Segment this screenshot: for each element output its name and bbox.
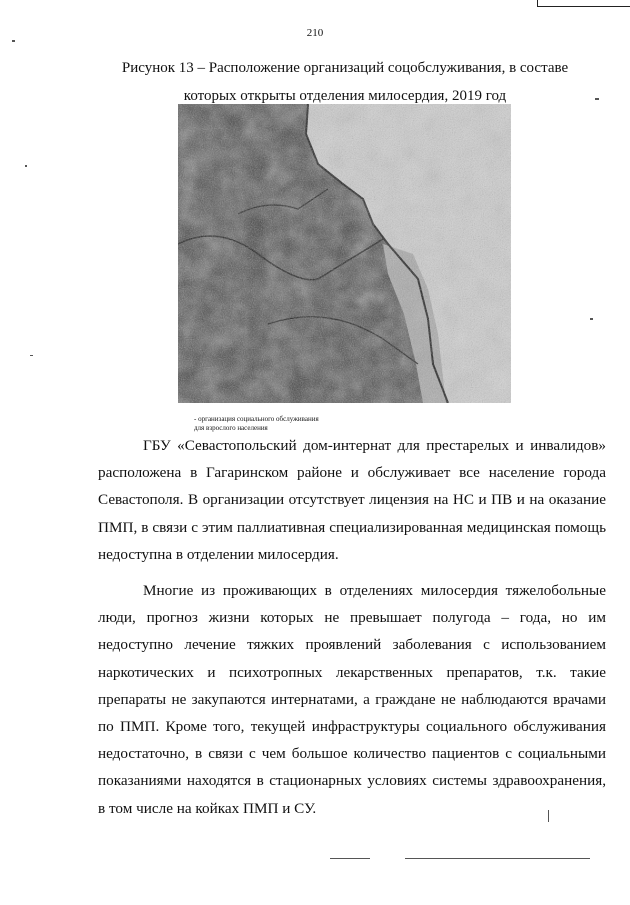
scan-speck [595,98,599,100]
paragraph-1: ГБУ «Севастопольский дом-интернат для престарелых и инвалидов» расположена в Гагаринском районе и обслуживает все население города Севастополя. В организации отсутствует лицензия на НС и ПВ и на оказание ПМП, в связи с этим паллиативная специализированная медицинская помощь недоступна в отделении милосердия. [98,437,606,563]
scan-speck [405,858,590,859]
paragraph-2: Многие из проживающих в отделениях милосердия тяжелобольные люди, прогноз жизни которых не превышает полугода – года, но им недоступно лечение тяжких проявлений заболевания с использованием наркотических и психотропных лекарственных препаратов, т.к. такие препараты не закупаются интернатами, а граждане не наблюдаются врачами по ПМП. Кроме того, текущей инфраструктуры социального обслуживания недостаточно, в связи с чем большое количество пациентов с социальными показаниями находятся в стационарных условиях системы здравоохранения, в том числе на койках ПМП и СУ. [98,582,606,817]
top-corner-rule [537,0,630,7]
caption-line-2: которых открыты отделения милосердия, 2019 год [183,88,507,104]
scan-speck [30,355,33,356]
page-number: 210 [306,27,324,39]
figure-caption [90,54,600,110]
body-text [98,432,606,822]
caption-line-1: Рисунок 13 – Расположение организаций соцобслуживания, в составе [121,60,569,76]
legend-line-1: - организация социального обслуживания [194,415,319,423]
map-image [178,104,511,403]
scan-speck [12,40,15,42]
scan-speck [330,858,370,859]
scan-speck [548,810,549,822]
scan-speck [25,165,27,167]
legend-line-2: для взрослого населения [194,424,268,432]
map-legend [194,415,319,433]
scan-speck [590,318,593,320]
